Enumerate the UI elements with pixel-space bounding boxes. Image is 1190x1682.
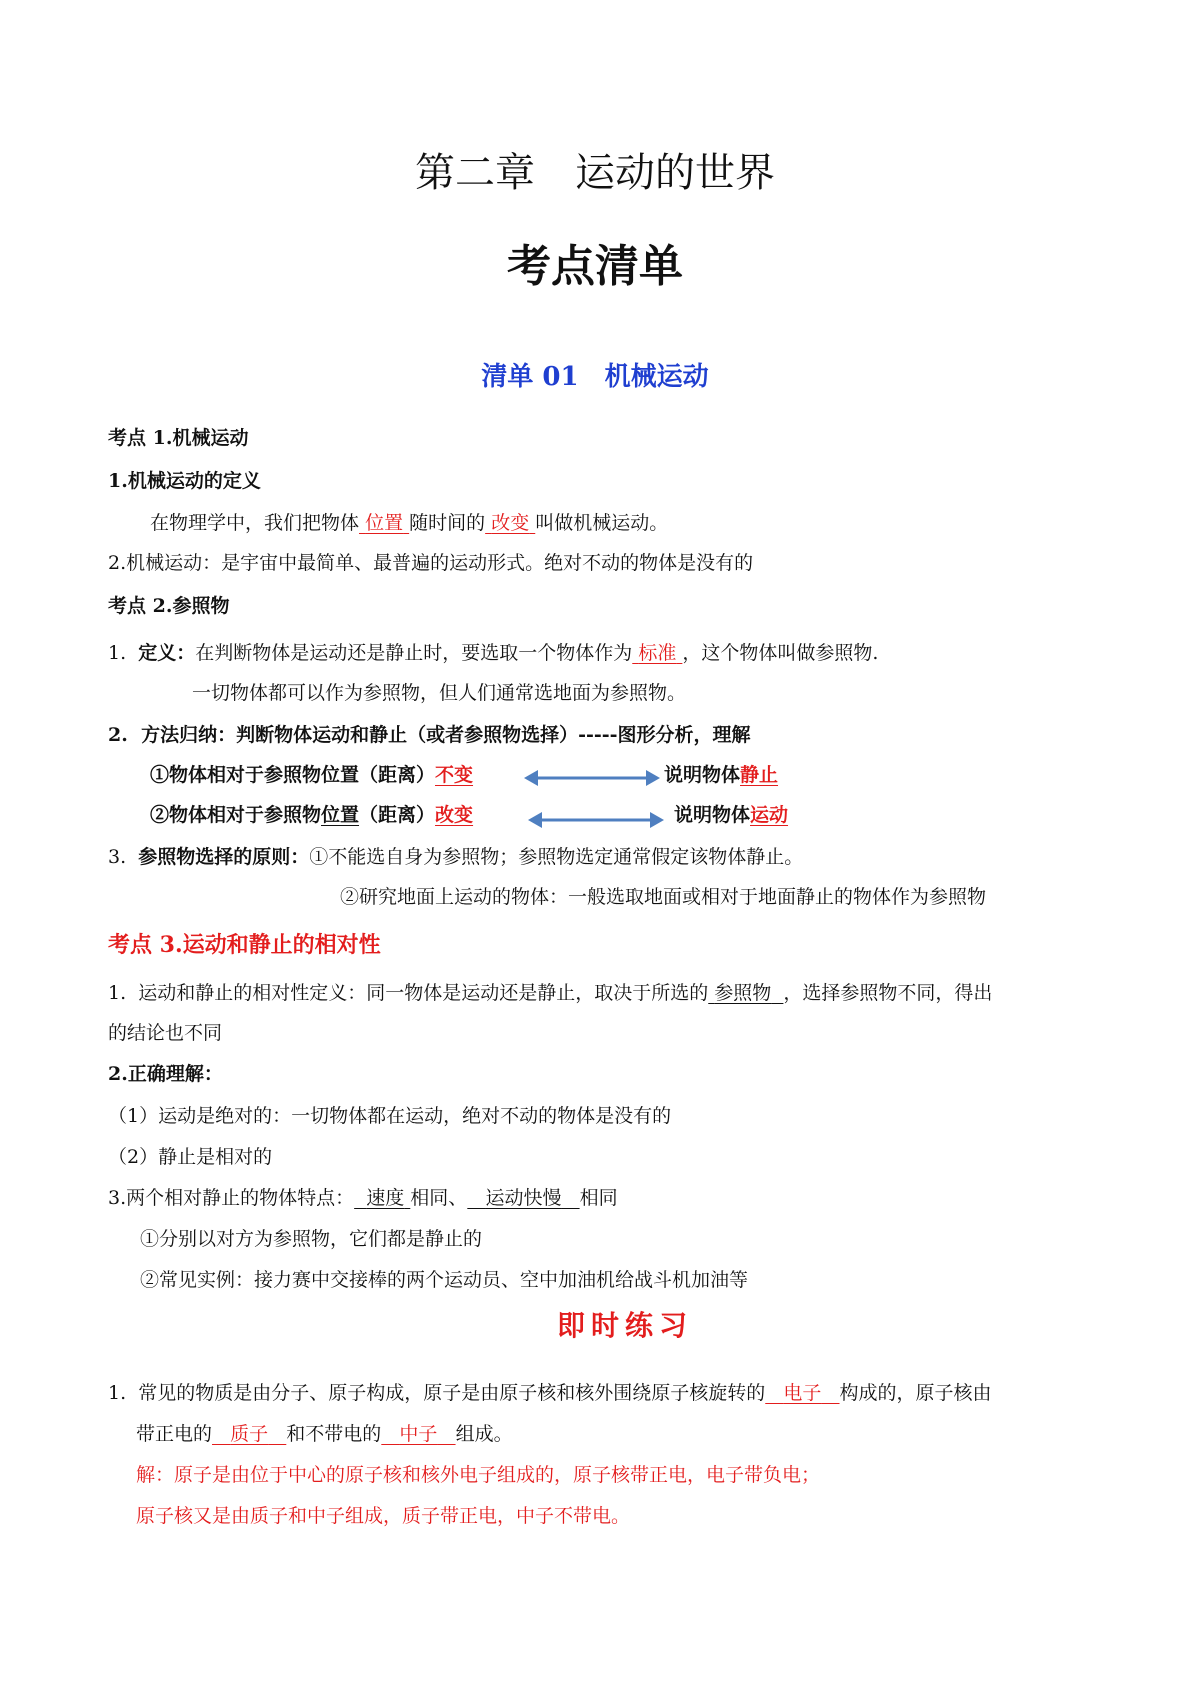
- chapter-title: 第二章 运动的世界: [415, 150, 775, 196]
- practice-heading: 即时练习: [556, 1309, 693, 1342]
- kp1-heading: 考点 1.机械运动: [108, 427, 249, 449]
- kp3-item2: 2.正确理解：: [108, 1063, 223, 1085]
- kp1-line2: 2.机械运动：是宇宙中最简单、最普遍的运动形式。绝对不动的物体是没有的: [108, 552, 754, 574]
- blank-standard: 标准: [638, 642, 677, 664]
- kp2-item3: 3. 参照物选择的原则：①不能选自身为参照物；参照物选定通常假定该物体静止。: [108, 846, 804, 868]
- kp1-sub1: 1.机械运动的定义: [108, 470, 261, 492]
- kp3-item3-b: ②常见实例：接力赛中交接棒的两个运动员、空中加油机给战斗机加油等: [140, 1269, 749, 1291]
- kp2-row2: ②物体相对于参照物位置（距离）改变: [150, 804, 474, 826]
- kp2-item3-b: ②研究地面上运动的物体：一般选取地面或相对于地面静止的物体作为参照物: [340, 886, 987, 908]
- blank-change: 改变: [491, 512, 530, 534]
- kp3-item2-a: （1）运动是绝对的：一切物体都在运动，绝对不动的物体是没有的: [108, 1105, 672, 1127]
- kp2-heading: 考点 2.参照物: [108, 595, 230, 617]
- kp3-item3: 3.两个相对静止的物体特点： 速度 相同、 运动快慢 相同: [108, 1187, 618, 1209]
- blank-proton: 质子: [230, 1423, 269, 1445]
- section-heading: 清单 01 机械运动: [481, 362, 709, 392]
- kp1-definition: 在物理学中，我们把物体 位置 随时间的 改变 叫做机械运动。: [150, 512, 669, 534]
- kp3-item2-b: （2）静止是相对的: [108, 1146, 273, 1168]
- kp2-item1: 1. 定义：在判断物体是运动还是静止时，要选取一个物体作为 标准 ，这个物体叫做参照物.: [108, 642, 879, 664]
- kp2-row2-result: 说明物体运动: [674, 804, 789, 826]
- blank-position: 位置: [365, 512, 404, 534]
- practice-q1: 1. 常见的物质是由分子、原子构成，原子是由原子核和核外围绕原子核旋转的 电子 构成的，原子核由: [108, 1382, 992, 1404]
- blank-motion-speed: 运动快慢: [485, 1187, 562, 1209]
- blank-electron: 电子: [783, 1382, 822, 1404]
- double-arrow-icon: [522, 766, 662, 790]
- practice-answer-1: 解：原子是由位于中心的原子核和核外电子组成的，原子核带正电，电子带负电；: [136, 1464, 821, 1486]
- kp3-item1-cont: 的结论也不同: [108, 1022, 223, 1044]
- practice-answer-2: 原子核又是由质子和中子组成，质子带正电，中子不带电。: [136, 1505, 631, 1527]
- kp2-row1: ①物体相对于参照物位置（距离）不变: [150, 764, 474, 786]
- double-arrow-icon: [526, 808, 666, 832]
- blank-speed: 速度: [366, 1187, 405, 1209]
- kp2-item1-note: 一切物体都可以作为参照物，但人们通常选地面为参照物。: [192, 682, 687, 704]
- kp2-row1-result: 说明物体静止: [664, 764, 779, 786]
- kp2-item2: 2. 方法归纳：判断物体运动和静止（或者参照物选择）-----图形分析，理解: [108, 724, 751, 746]
- kp3-heading: 考点 3.运动和静止的相对性: [108, 932, 381, 958]
- blank-reference: 参照物: [714, 982, 772, 1004]
- practice-q1-line2: 带正电的 质子 和不带电的 中子 组成。: [136, 1423, 513, 1445]
- kp3-item1: 1. 运动和静止的相对性定义：同一物体是运动还是静止，取决于所选的 参照物 ，选择参照物不同，得出: [108, 982, 993, 1004]
- kp3-item3-a: ①分别以对方为参照物，它们都是静止的: [140, 1228, 483, 1250]
- page-subtitle: 考点清单: [507, 241, 683, 292]
- blank-neutron: 中子: [399, 1423, 438, 1445]
